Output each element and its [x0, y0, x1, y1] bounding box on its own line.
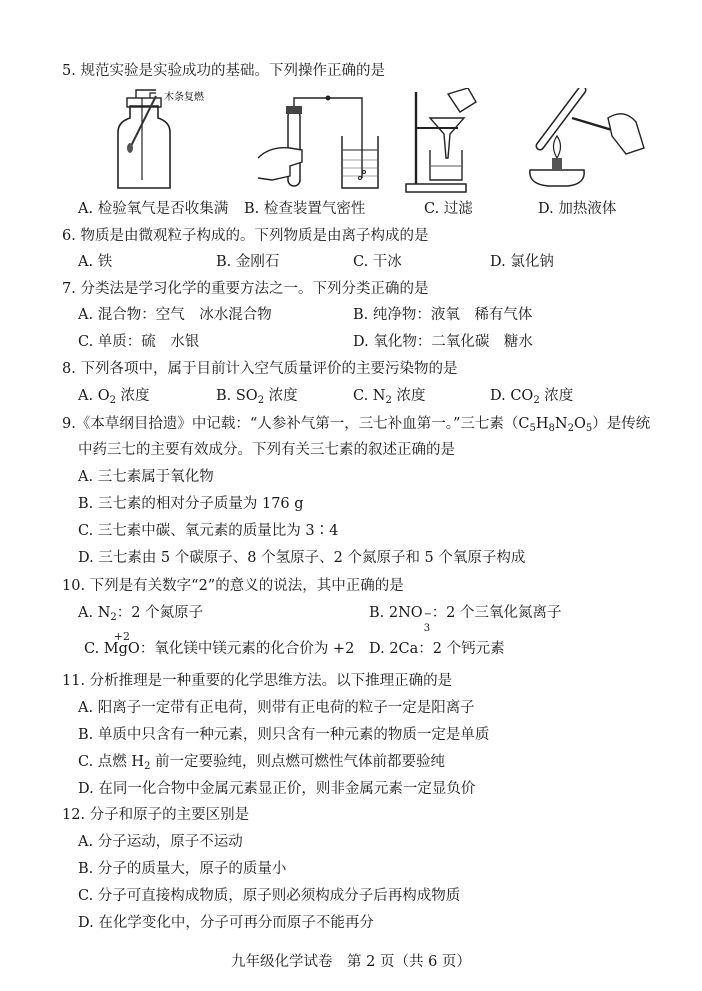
q5-figures: [100, 88, 660, 198]
q5-option-a: A. 检验氧气是否收集满: [78, 201, 229, 217]
q11-option-c: C. 点燃 $H_2$ 前一定要验纯，则点燃可燃性气体前都要验纯: [78, 754, 446, 772]
q10-option-b: B. 2NO − 3 ：2 个三氧化氮离子: [369, 605, 562, 634]
q11-option-d: D. 在同一化合物中金属元素显正价，则非金属元素一定显负价: [78, 781, 476, 797]
q8-option-b: B. $SO_2$ 浓度: [216, 388, 298, 406]
q8-option-a: A. $O_2$ 浓度: [78, 388, 150, 406]
figure-d-heating-liquid: [520, 88, 660, 196]
q5-option-d: D. 加热液体: [538, 201, 617, 217]
q12-option-d: D. 在化学变化中，分子可再分而原子不能再分: [78, 915, 374, 931]
q6-option-a: A. 铁: [78, 254, 113, 270]
q9-option-a: A. 三七素属于氧化物: [78, 469, 214, 485]
q10-stem: 10. 下列是有关数字“2”的意义的说法，其中正确的是: [62, 578, 404, 594]
q9-option-d: D. 三七素由 5 个碳原子、8 个氢原子、2 个氮原子和 5 个氧原子构成: [78, 550, 526, 566]
q11-stem: 11. 分析推理是一种重要的化学思维方法。以下推理正确的是: [62, 673, 453, 689]
q9-option-c: C. 三七素中碳、氧元素的质量比为 3∶4: [78, 523, 339, 539]
q11-option-b: B. 单质中只含有一种元素，则只含有一种元素的物质一定是单质: [78, 727, 490, 743]
q8-stem: 8. 下列各项中，属于目前计入空气质量评价的主要污染物的是: [62, 361, 458, 377]
q11-option-a: A. 阳离子一定带有正电荷，则带有正电荷的粒子一定是阳离子: [78, 700, 475, 716]
q9-stem-line1: 9.《本草纲目拾遗》中记载：“人参补气第一，三七补血第一。”三七素$(C_5H_8N_2O_5)$是传统: [62, 416, 651, 434]
q7-option-d: D. 氧化物：二氧化碳 糖水: [353, 334, 533, 350]
splint-label: 木条复燃: [164, 92, 204, 103]
q12-stem: 12. 分子和原子的主要区别是: [62, 807, 250, 823]
q8-option-c: C. $N_2$ 浓度: [353, 388, 426, 406]
q9-stem-line2: 中药三七的主要有效成分。下列有关三七素的叙述正确的是: [78, 442, 455, 458]
q8-option-d: D. $CO_2$ 浓度: [490, 388, 574, 406]
figure-c-filtration: [402, 88, 512, 196]
q10-option-c: C. +2 MgO：氧化镁中镁元素的化合价为 +2: [84, 630, 355, 657]
q6-option-c: C. 干冰: [353, 254, 402, 270]
q10-option-a: A. $N_2$：2 个氮原子: [78, 605, 204, 623]
q10-option-d: D. 2Ca：2 个钙元素: [369, 641, 505, 657]
q12-option-c: C. 分子可直接构成物质，原子则必须构成分子后再构成物质: [78, 888, 461, 904]
q9-option-b: B. 三七素的相对分子质量为 176 g: [78, 496, 304, 512]
figure-a-oxygen-test: [100, 88, 210, 196]
figure-b-airtight-check: [250, 88, 400, 196]
page-footer: 九年级化学试卷 第 2 页（共 6 页）: [231, 954, 471, 970]
q7-option-b: B. 纯净物：液氧 稀有气体: [353, 307, 533, 323]
q5-option-c: C. 过滤: [424, 201, 473, 217]
q5-option-b: B. 检查装置气密性: [244, 201, 366, 217]
q6-option-b: B. 金刚石: [216, 254, 280, 270]
q12-option-b: B. 分子的质量大，原子的质量小: [78, 861, 287, 877]
q5-stem: 5. 规范实验是实验成功的基础。下列操作正确的是: [62, 63, 385, 79]
q7-stem: 7. 分类法是学习化学的重要方法之一。下列分类正确的是: [62, 281, 429, 297]
q7-option-a: A. 混合物：空气 冰水混合物: [78, 307, 272, 323]
q6-stem: 6. 物质是由微观粒子构成的。下列物质是由离子构成的是: [62, 228, 429, 244]
q12-option-a: A. 分子运动，原子不运动: [78, 834, 243, 850]
q6-option-d: D. 氯化钠: [490, 254, 554, 270]
q7-option-c: C. 单质：硫 水银: [78, 334, 200, 350]
